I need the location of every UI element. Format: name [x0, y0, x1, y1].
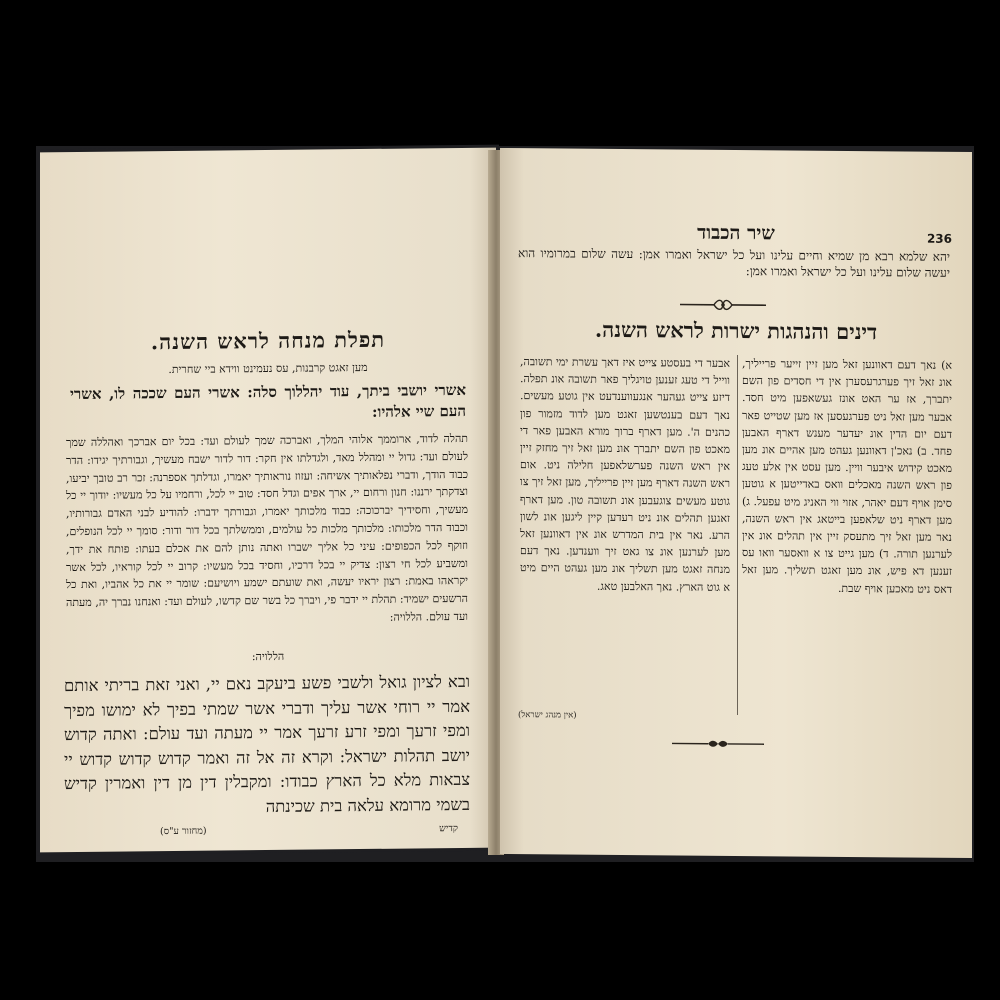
footnote: (אין מנהג ישראל): [518, 710, 577, 721]
kaddish-text: יהא שלמא רבא מן שמיא וחיים עלינו ועל כל ישראל ואמרו אמן: עשה שלום במרומיו הוא יעשה שלום עלינו ועל כל ישראל ואמרו אמן:: [518, 246, 950, 280]
left-page: [40, 148, 496, 853]
column-right: א) נאך דעם דאוונען זאל מען זיין זייער פרייליך, אונ זאל זיך פערגרעסערן אין די חסדים פון השם יתברך, אז ער האט אונז געשאפען מיט חסד. אבער מען זאל ניט פערגעסען אז מען שטייט פאר דעם יום הדין אונ יעדער מענש דארף האבען פחד. ב) נאכ'ן דאוונען געהט מען אהיים אונ מען מאכט קידוש איבער וויין. מען עסט אין אלע טעג פון ראש השנה מאכלים וואס באדייטען א גוטען סימן אויף דעם יאהר, אזוי ווי האניג מיט עפעל. ג) מען דארף ניט שלאפען בייטאג אין ראש השנה, נאר מען זאל זיך מתעסק זיין אין תהלים אונ אין לערנען תורה. ד) מען גייט צו א וואסער וואו עס זענען דא פיש, אונ מען זאגט תשליך. מען זאל דאס ניט מאכען אויף שבת.: [742, 357, 952, 596]
psalm-text: תהלה לדוד, ארוממך אלוהי המלך, ואברכה שמך לעולם ועד: בכל יום אברכך ואהללה שמך לעולם ועד: גדול יי ומהלל מאד, ולגדלתו אין חקר: דור לדור ישבח מעשיך, וגבורתיך יגידו: הדר כבוד הודך, ודברי נפלאותיך אשיחה: ועזוז נוראותיך יאמרו, וגדלתך אספרנה: זכר רב טובך יביעו, וצדקתך ירננו: חנון ורחום יי, ארך אפים וגדל חסד: טוב יי לכל, ורחמיו על כל מעשיו: יודוך יי כל מעשיך, וחסידיך יברכוכה: כבוד מלכותך יאמרו, וגבורתך ידברו: להודיע לבני האדם גבורותיו, וכבוד הדר מלכותו: מלכותך מלכות כל עולמים, וממשלתך בכל דור ודור: סומך יי לכל הנופלים, וזוקף לכל הכפופים: עיני כל אליך ישברו ואתה נותן להם את אכלם בעתו: פותח את ידך, ומשביע לכל חי רצון: צדיק יי בכל דרכיו, וחסיד בכל מעשיו: קרוב יי לכל קוראיו, לכל אשר יקראהו באמת: רצון יראיו יעשה, ואת שועתם ישמע ויושיעם: שומר יי את כל אהביו, ואת כל הרשעים ישמיד: תהלת יי ידבר פי, ויברך כל בשר שם קדשו, לעולם ועד: ואנחנו נברך יה, מעתה ועד עולם. הללויה:: [66, 431, 468, 624]
ornament-divider-icon: [678, 297, 768, 312]
column-left: אבער די בעסטע צייט איז דאך עשרת ימי תשובה, ווייל די טעג זענען טויגליך פאר תשובה אונ תפלה. דיזע צייט געהער אנגעווענדעט אין גוטע מעשים. נאך דעם בענטשען זאגט מען לדוד מזמור פון כהנים ה'. מען דארף ברוך מורא האבען פאר די מאכט פון השם יתברך אונ מען זאל זיך מחזק זיין אין ראש השנה פערשלאפען חלילה ניט. אום ראש השנה דארף מען זיין פרייליך, מען זאל זיך צו גוטע מעשים צוגעבען אונ תשובה טון. מען דארף זאגען תהלים אונ ניט רעדען קיין ליגען אונ לשון הרע. נאר אין בית המדרש אונ אין דאוונען זאל מען לערנען אונ צו גאט זיך ווענדען. נאך דעם מנחה זאגט מען תשליך אונ מען געהט היים מיט א גוט הארץ. נאך האלבען טאג.: [520, 355, 730, 594]
page-number: 236: [926, 231, 952, 246]
catchword: קדיש: [439, 823, 458, 835]
section-title: דינים והנהגות ישרות לראש השנה.: [594, 316, 878, 345]
tailpiece-ornament-icon: [670, 737, 766, 750]
halleluyah-line: הללויה:: [251, 649, 285, 664]
right-page: [500, 148, 972, 858]
column-divider: [737, 355, 738, 715]
running-head: שיר הכבוד: [697, 221, 775, 245]
uva-letzion-text: ובא לציון גואל ולשבי פשע ביעקב נאם יי, ואני זאת בריתי אותם אמר יי רוחי אשר עליך ודברי אשר שמתי בפיך לא ימושו מפיך ומפי זרעך ומפי זרע זרעך אמר יי מעתה ועד עולם: ואתה קדוש יושב תהלות ישראל: וקרא זה אל זה ואמר קדוש קדוש קדוש יי צבאות מלא כל הארץ כבודו: ומקבלין דין מן דין ואמרין קדיש בשמי מרומא עלאה בית שכינתה: [64, 671, 470, 816]
two-column-text: [518, 353, 952, 727]
page-subtitle: מען זאגט קרבנות, עס נעמינט ווידא ביי שחרית.: [168, 360, 368, 377]
page-title: תפלת מנחה לראש השנה.: [150, 326, 386, 355]
signature-mark: (מחזור ע"ס): [160, 825, 207, 838]
ashrei-verse: אשרי יושבי ביתך, עוד יהללוך סלה: אשרי העם שככה לו, אשרי העם שיי אלהיו:: [70, 380, 466, 421]
